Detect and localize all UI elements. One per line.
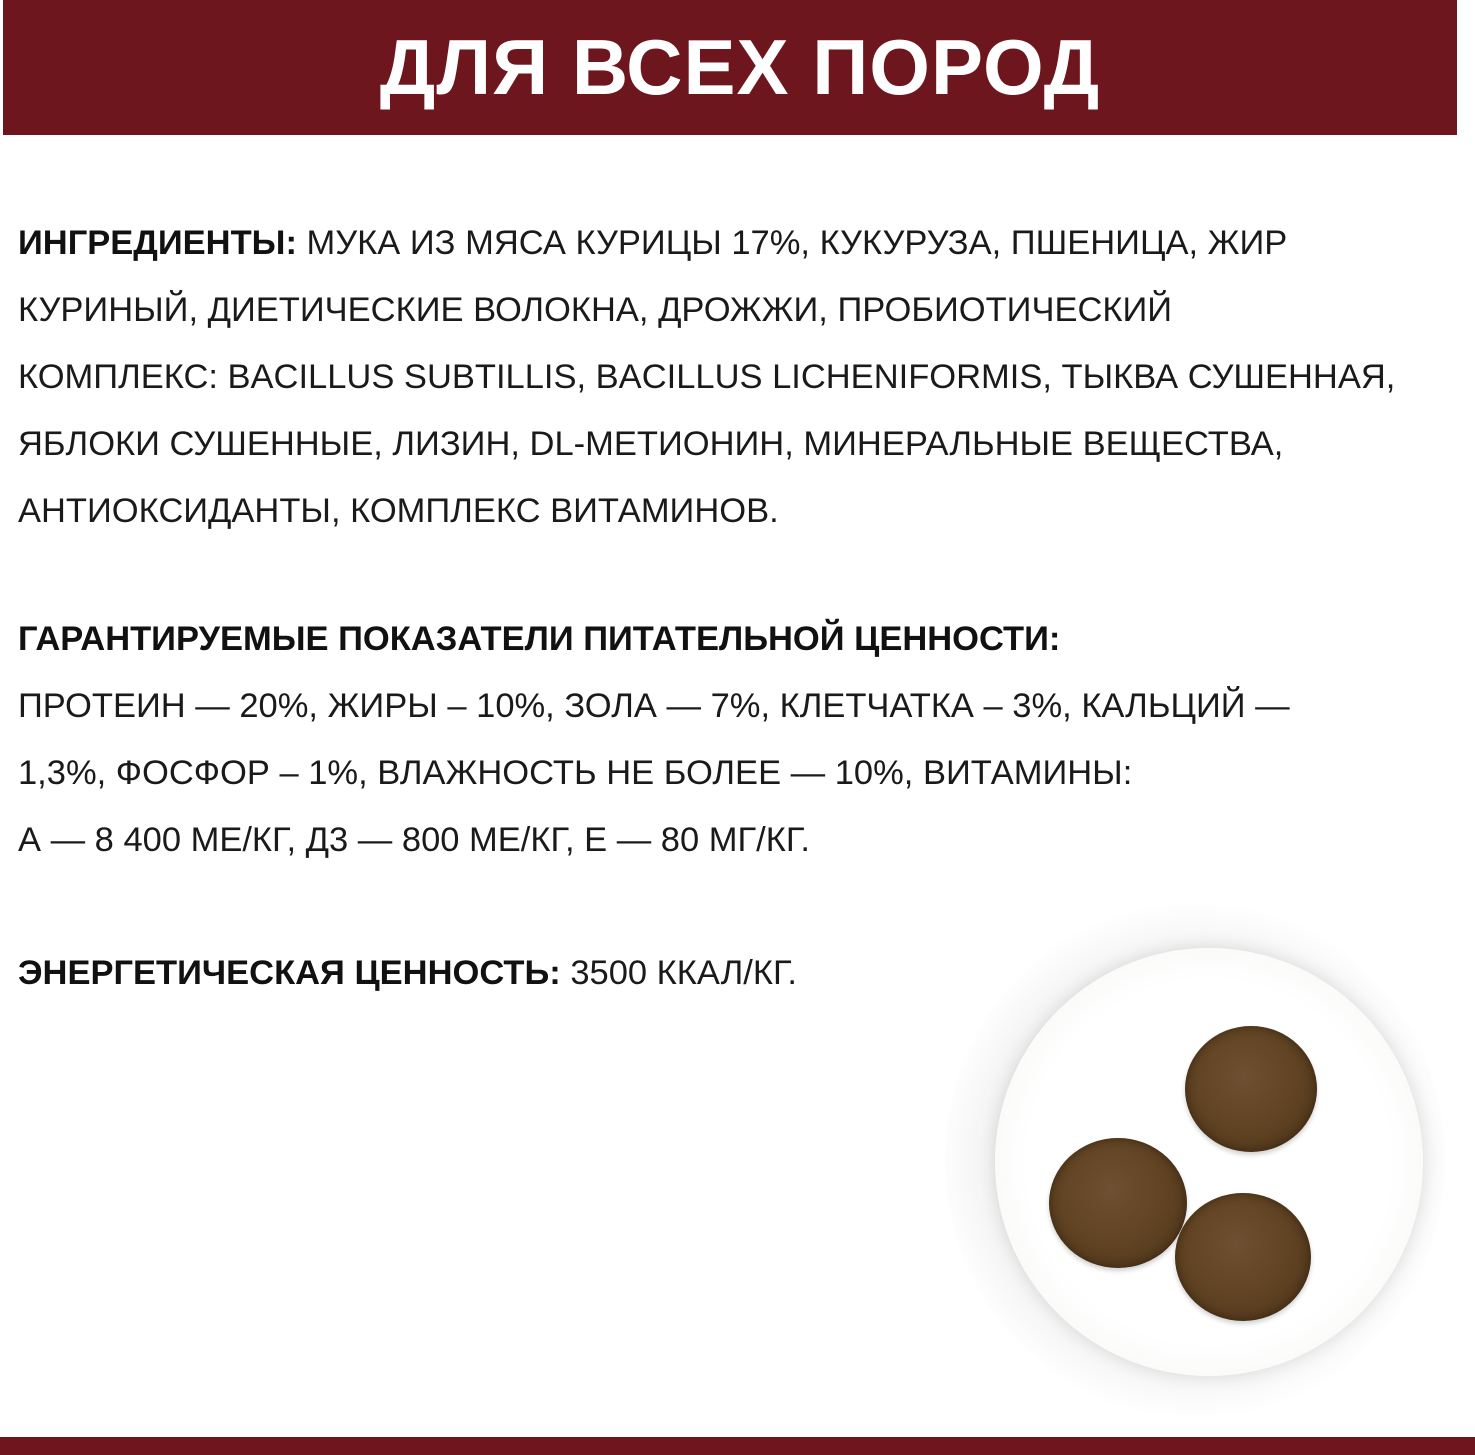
bottom-bar [0,1437,1475,1455]
guaranteed-line: ПРОТЕИН — 20%, ЖИРЫ – 10%, ЗОЛА — 7%, КЛЕТЧАТКА – 3%, КАЛЬЦИЙ — [18,687,1290,725]
kibble-piece [1049,1138,1187,1268]
energy-label: ЭНЕРГЕТИЧЕСКАЯ ЦЕННОСТЬ: [18,954,561,992]
ingredients-label: ИНГРЕДИЕНТЫ: [18,224,297,262]
ingredients-line [18,210,1463,277]
guaranteed-label: ГАРАНТИРУЕМЫЕ ПОКАЗАТЕЛИ ПИТАТЕЛЬНОЙ ЦЕННОСТИ: [18,620,1061,658]
ingredients-line: КУРИНЫЙ, ДИЕТИЧЕСКИЕ ВОЛОКНА, ДРОЖЖИ, ПРОБИОТИЧЕСКИЙ [18,291,1173,329]
ingredients-line: АНТИОКСИДАНТЫ, КОМПЛЕКС ВИТАМИНОВ. [18,492,779,530]
guaranteed-analysis-section [18,606,1463,874]
guaranteed-line: А — 8 400 МЕ/КГ, Д3 — 800 МЕ/КГ, Е — 80 МГ/КГ. [18,821,810,859]
ingredients-text: МУКА ИЗ МЯСА КУРИЦЫ 17%, КУКУРУЗА, ПШЕНИЦА, ЖИР [296,224,1288,262]
energy-value: 3500 ККАЛ/КГ. [560,954,798,992]
ingredients-line: КОМПЛЕКС: BACILLUS SUBTILLIS, BACILLUS LICHENIFORMIS, ТЫКВА СУШЕННАЯ, [18,358,1396,396]
ingredients-line: ЯБЛОКИ СУШЕННЫЕ, ЛИЗИН, DL-МЕТИОНИН, МИНЕРАЛЬНЫЕ ВЕЩЕСТВА, [18,425,1284,463]
guaranteed-line: 1,3%, ФОСФОР – 1%, ВЛАЖНОСТЬ НЕ БОЛЕЕ — 10%, ВИТАМИНЫ: [18,754,1133,792]
ingredients-section [18,210,1463,545]
plate [995,948,1423,1376]
kibble-plate-image [935,880,1455,1440]
header-banner [3,0,1457,135]
kibble-piece [1175,1193,1311,1321]
kibble-piece [1185,1026,1317,1152]
page-title: ДЛЯ ВСЕХ ПОРОД [379,23,1101,111]
